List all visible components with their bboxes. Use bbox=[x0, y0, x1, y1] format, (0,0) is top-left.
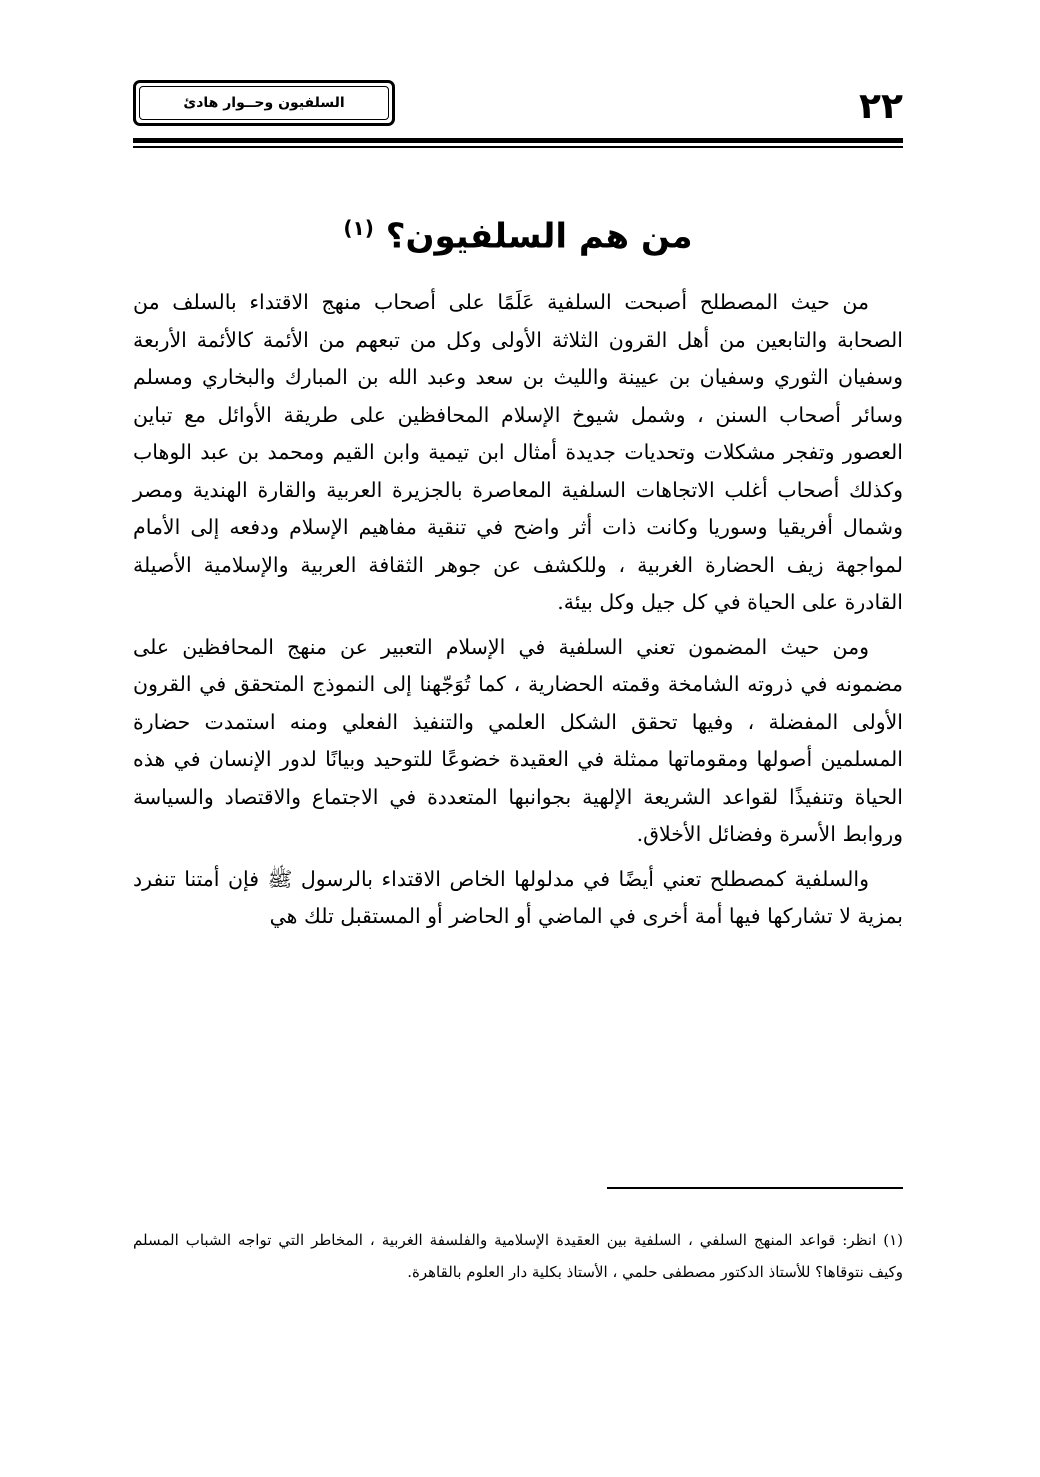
footnote: (١) انظر: قواعد المنهج السلفي ، السلفية بين العقيدة الإسلامية والفلسفة الغربية ، المخاطر التي تواجه الشباب المسلم وكيف نتوقاها؟ للأستاذ الدكتور مصطفى حلمي ، الأستاذ بكلية دار العلوم بالقاهرة. bbox=[133, 1231, 903, 1281]
paragraph-1: من حيث المصطلح أصبحت السلفية عَلَمًا على أصحاب منهج الاقتداء بالسلف من الصحابة والتابعين من أهل القرون الثلاثة الأولى وكل من تبعهم من الأئمة كالأئمة الأربعة وسفيان الثوري وسفيان بن عيينة والليث بن سعد وعبد الله بن المبارك والبخاري ومسلم وسائر أصحاب السنن ، وشمل شيوخ الإسلام المحافظين على طريقة الأوائل مع تباين العصور وتفجر مشكلات وتحديات جديدة أمثال ابن تيمية وابن القيم ومحمد بن عبد الوهاب وكذلك أصحاب أغلب الاتجاهات السلفية المعاصرة بالجزيرة العربية والقارة الهندية ومصر وشمال أفريقيا وسوريا وكانت ذات أثر واضح في تنقية مفاهيم الإسلام ودفعه إلى الأمام لمواجهة زيف الحضارة الغربية ، وللكشف عن جوهر الثقافة العربية والإسلامية الأصيلة القادرة على الحياة في كل جيل وكل بيئة. bbox=[133, 290, 903, 614]
footnote-reference: (١) bbox=[343, 216, 374, 240]
paragraph-2: ومن حيث المضمون تعني السلفية في الإسلام التعبير عن منهج المحافظين على مضمونه في ذروته الشامخة وقمته الحضارية ، كما تُوَجّهنا إلى النموذج المتحقق في القرون الأولى المفضلة ، وفيها تحقق الشكل العلمي والتنفيذ الفعلي ومنه استمدت حضارة المسلمين أصولها ومقوماتها ممثلة في العقيدة خضوعًا للتوحيد وبيانًا لدور الإنسان في هذه الحياة وتنفيذًا لقواعد الشريعة الإلهية بجوانبها المتعددة في الاجتماع والاقتصاد والسياسة وروابط الأسرة وفضائل الأخلاق. bbox=[133, 634, 903, 846]
header-rule-thin bbox=[133, 146, 903, 148]
page-number: ٢٢ bbox=[859, 86, 903, 127]
chapter-heading bbox=[133, 200, 903, 264]
page-header bbox=[133, 80, 903, 150]
header-rule-thick bbox=[133, 138, 903, 143]
footnote-separator bbox=[607, 1187, 903, 1189]
book-title: السلفيون وحــوار هادئ bbox=[139, 86, 389, 120]
body-text bbox=[133, 284, 903, 943]
book-title-frame bbox=[133, 80, 395, 126]
paragraph-3: والسلفية كمصطلح تعني أيضًا في مدلولها الخاص الاقتداء بالرسول ﷺ فإن أمتنا تنفرد بمزية لا تشاركها فيها أمة أخرى في الماضي أو الحاضر أو المستقبل تلك هي bbox=[133, 866, 903, 928]
chapter-title: من هم السلفيون؟ bbox=[385, 216, 693, 257]
